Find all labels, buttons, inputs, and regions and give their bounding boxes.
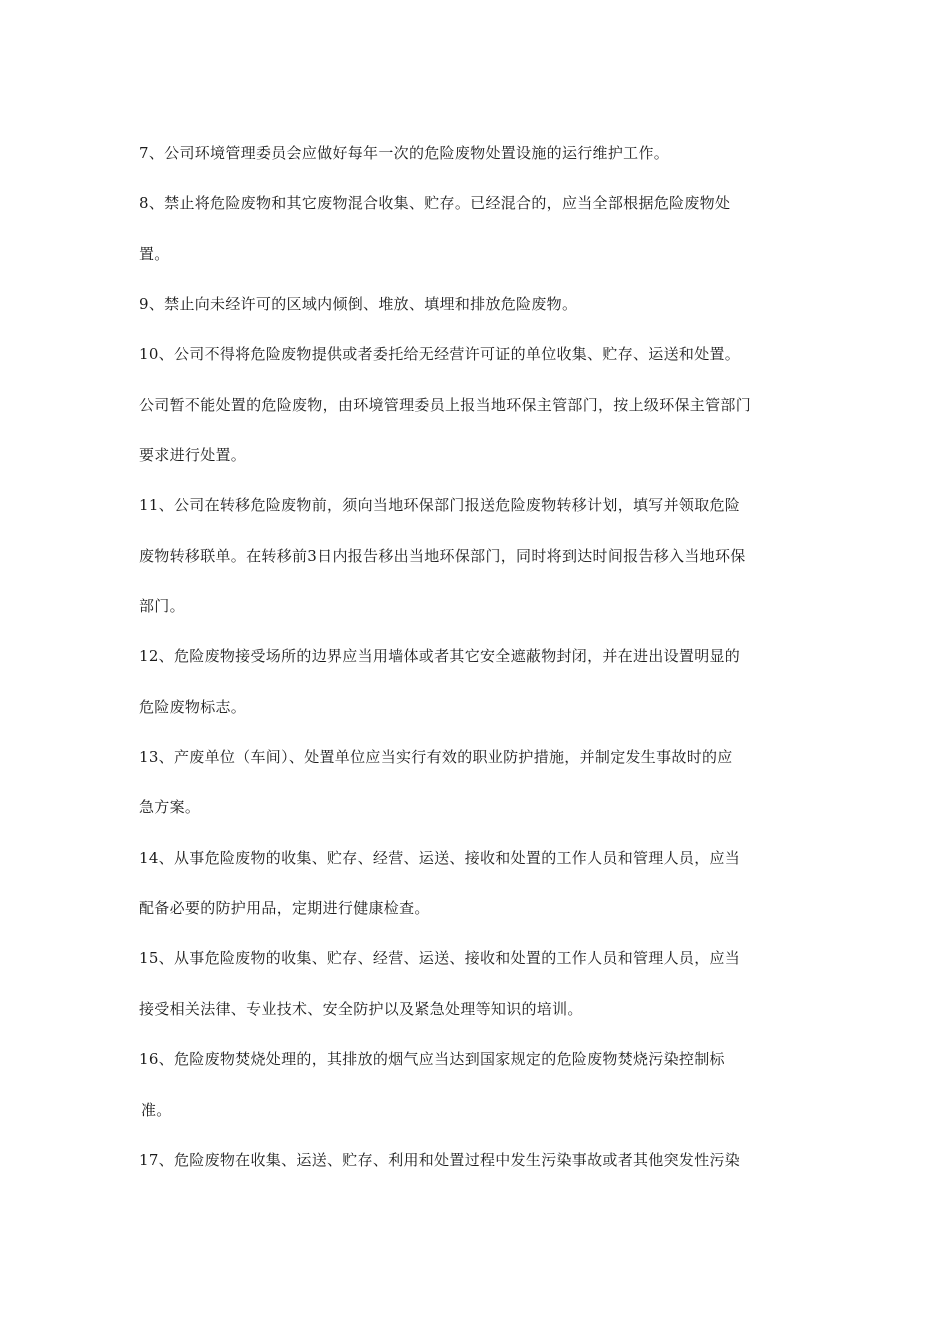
paragraph-12-line-2: 危险废物标志。 [139,698,247,716]
paragraph-11-line-3: 部门。 [139,597,185,615]
paragraph-14-line-2: 配备必要的防护用品，定期进行健康检查。 [139,899,430,917]
paragraph-10-line-3: 要求进行处置。 [139,446,247,464]
paragraph-7-line-1: 7、公司环境管理委员会应做好每年一次的危险废物处置设施的运行维护工作。 [139,144,670,162]
paragraph-16-line-1: 16、危险废物焚烧处理的，其排放的烟气应当达到国家规定的危险废物焚烧污染控制标 [139,1050,725,1068]
paragraph-8-line-1: 8、禁止将危险废物和其它废物混合收集、贮存。已经混合的，应当全部根据危险废物处 [139,194,731,212]
paragraph-17-line-1: 17、危险废物在收集、运送、贮存、利用和处置过程中发生污染事故或者其他突发性污染 [139,1151,741,1169]
paragraph-8-line-2: 置。 [139,245,170,263]
paragraph-14-line-1: 14、从事危险废物的收集、贮存、经营、运送、接收和处置的工作人员和管理人员，应当 [139,849,741,867]
paragraph-15-line-1: 15、从事危险废物的收集、贮存、经营、运送、接收和处置的工作人员和管理人员，应当 [139,949,741,967]
paragraph-13-line-1: 13、产废单位（车间）、处置单位应当实行有效的职业防护措施，并制定发生事故时的应 [139,748,733,766]
paragraph-11-line-2: 废物转移联单。在转移前3日内报告移出当地环保部门，同时将到达时间报告移入当地环保 [139,547,746,565]
paragraph-9-line-1: 9、禁止向未经许可的区域内倾倒、堆放、填埋和排放危险废物。 [139,295,578,313]
paragraph-11-line-1: 11、公司在转移危险废物前，须向当地环保部门报送危险废物转移计划，填写并领取危险 [139,496,741,514]
paragraph-16-line-2: 准。 [141,1101,172,1119]
paragraph-10-line-2: 公司暂不能处置的危险废物，由环境管理委员上报当地环保主管部门，按上级环保主管部门 [139,396,752,414]
paragraph-12-line-1: 12、危险废物接受场所的边界应当用墙体或者其它安全遮蔽物封闭，并在进出设置明显的 [139,647,741,665]
paragraph-15-line-2: 接受相关法律、专业技术、安全防护以及紧急处理等知识的培训。 [139,1000,583,1018]
paragraph-10-line-1: 10、公司不得将危险废物提供或者委托给无经营许可证的单位收集、贮存、运送和处置。 [139,345,741,363]
paragraph-13-line-2: 急方案。 [139,798,201,816]
